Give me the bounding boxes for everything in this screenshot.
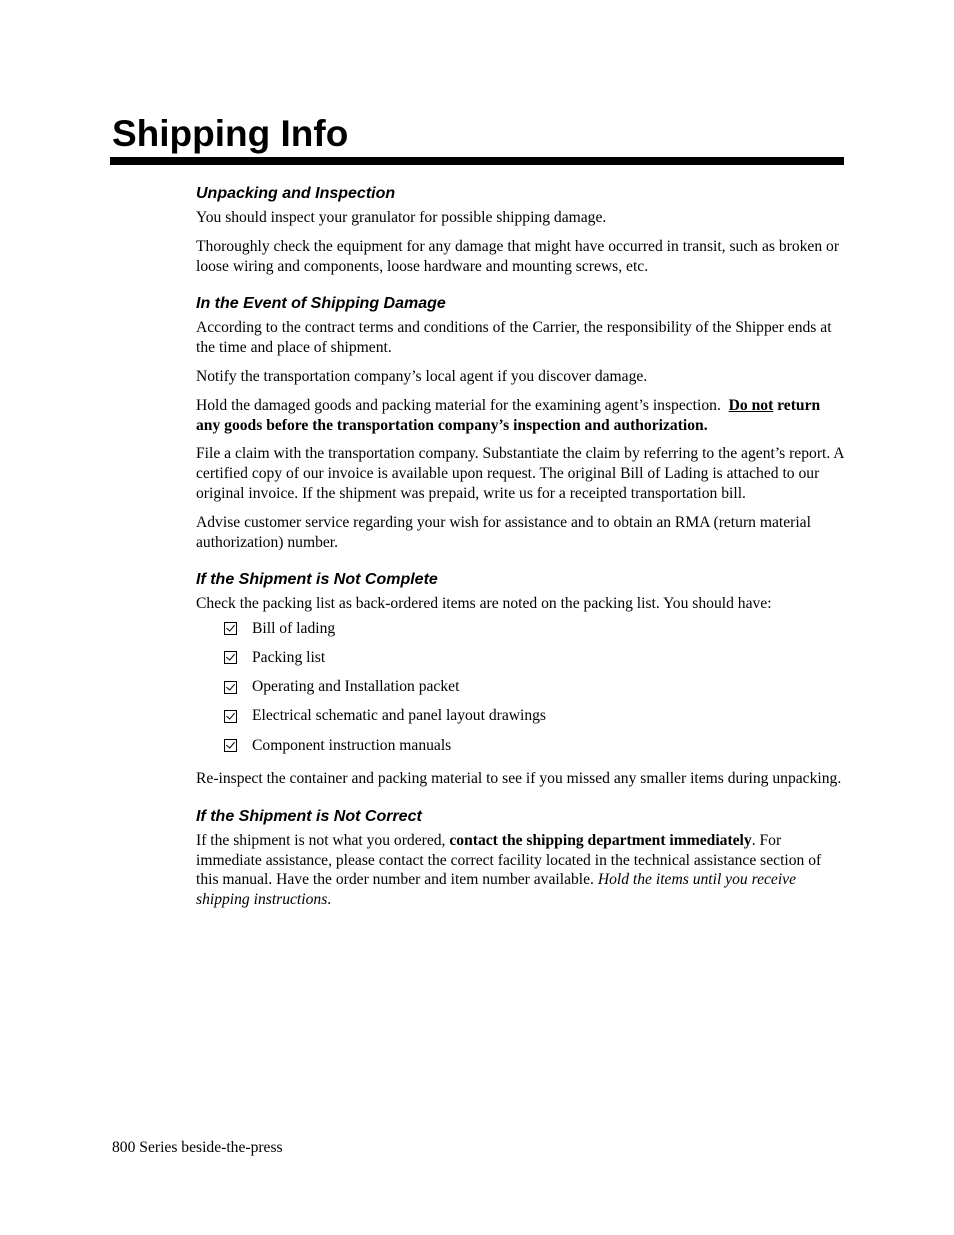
paragraph: Thoroughly check the equipment for any damage that might have occurred in transit, such as broken or loose wiring and components, loose hardware and mounting screws, etc. [196,237,840,275]
emphasis-italic: Hold the items until you receive shipping instructions [196,871,797,909]
title-rule [110,157,844,165]
checklist-item-label: Electrical schematic and panel layout drawings [252,707,546,725]
section-heading: Unpacking and Inspection [196,185,396,202]
paragraph-warning [196,396,844,436]
page-title: Shipping Info [112,113,349,154]
emphasis-underlined: Do not [728,396,774,414]
section-shipping-damage [196,294,844,552]
checklist-item [224,673,844,702]
checklist-item [224,731,844,760]
section-heading: If the Shipment is Not Correct [196,807,422,825]
paragraph: Notify the transportation company’s local agent if you discover damage. [196,367,648,385]
checked-box-icon [224,622,237,635]
checklist-item-label: Packing list [252,649,326,667]
paragraph: Re-inspect the container and packing material to see if you missed any smaller items during unpacking. [196,770,842,788]
checklist-item [224,702,844,731]
emphasis-bold: return any goods before the transportation company’s inspection and authorization. [196,396,821,434]
checked-box-icon [224,681,237,694]
emphasis-bold: contact the shipping department immediately [449,831,752,849]
checked-box-icon [224,651,237,664]
section-heading: If the Shipment is Not Complete [196,571,438,589]
section-heading: In the Event of Shipping Damage [196,295,446,313]
checklist [196,614,844,760]
text-run: . [327,891,332,909]
checked-box-icon [224,710,237,723]
text-run: . For immediate assistance, please contact the correct facility located in the technical assistance section of this manual. Have the order number and item number available. [196,831,826,889]
section-shipment-not-correct [196,807,844,910]
text-run: Hold the damaged goods and packing material for the examining agent’s inspection. [196,396,729,414]
paragraph: Check the packing list as back-ordered items are noted on the packing list. You should have: [196,595,772,613]
checklist-item-label: Bill of lading [252,619,336,637]
text-run: If the shipment is not what you ordered, [196,831,450,849]
checklist-item [224,643,844,672]
paragraph [196,831,844,910]
checklist-item-label: Operating and Installation packet [252,678,460,696]
paragraph: File a claim with the transportation company. Substantiate the claim by referring to the agent’s report. A certified copy of our invoice is available upon request. The original Bill of Lading is attached to our original invoice. If the shipment was prepaid, write us for a receipted transportation bill. [196,445,844,502]
checklist-item-label: Component instruction manuals [252,736,452,754]
paragraph: You should inspect your granulator for possible shipping damage. [196,209,607,226]
checklist-item [224,614,844,643]
section-unpacking [196,184,844,276]
main-content [196,184,844,928]
section-shipment-not-complete [196,570,844,789]
paragraph: Advise customer service regarding your wish for assistance and to obtain an RMA (return material authorization) number. [196,513,811,551]
checked-box-icon [224,739,237,752]
page-footer: 800 Series beside-the-press [112,1139,283,1156]
paragraph: According to the contract terms and conditions of the Carrier, the responsibility of the Shipper ends at the time and place of shipment. [196,319,832,357]
